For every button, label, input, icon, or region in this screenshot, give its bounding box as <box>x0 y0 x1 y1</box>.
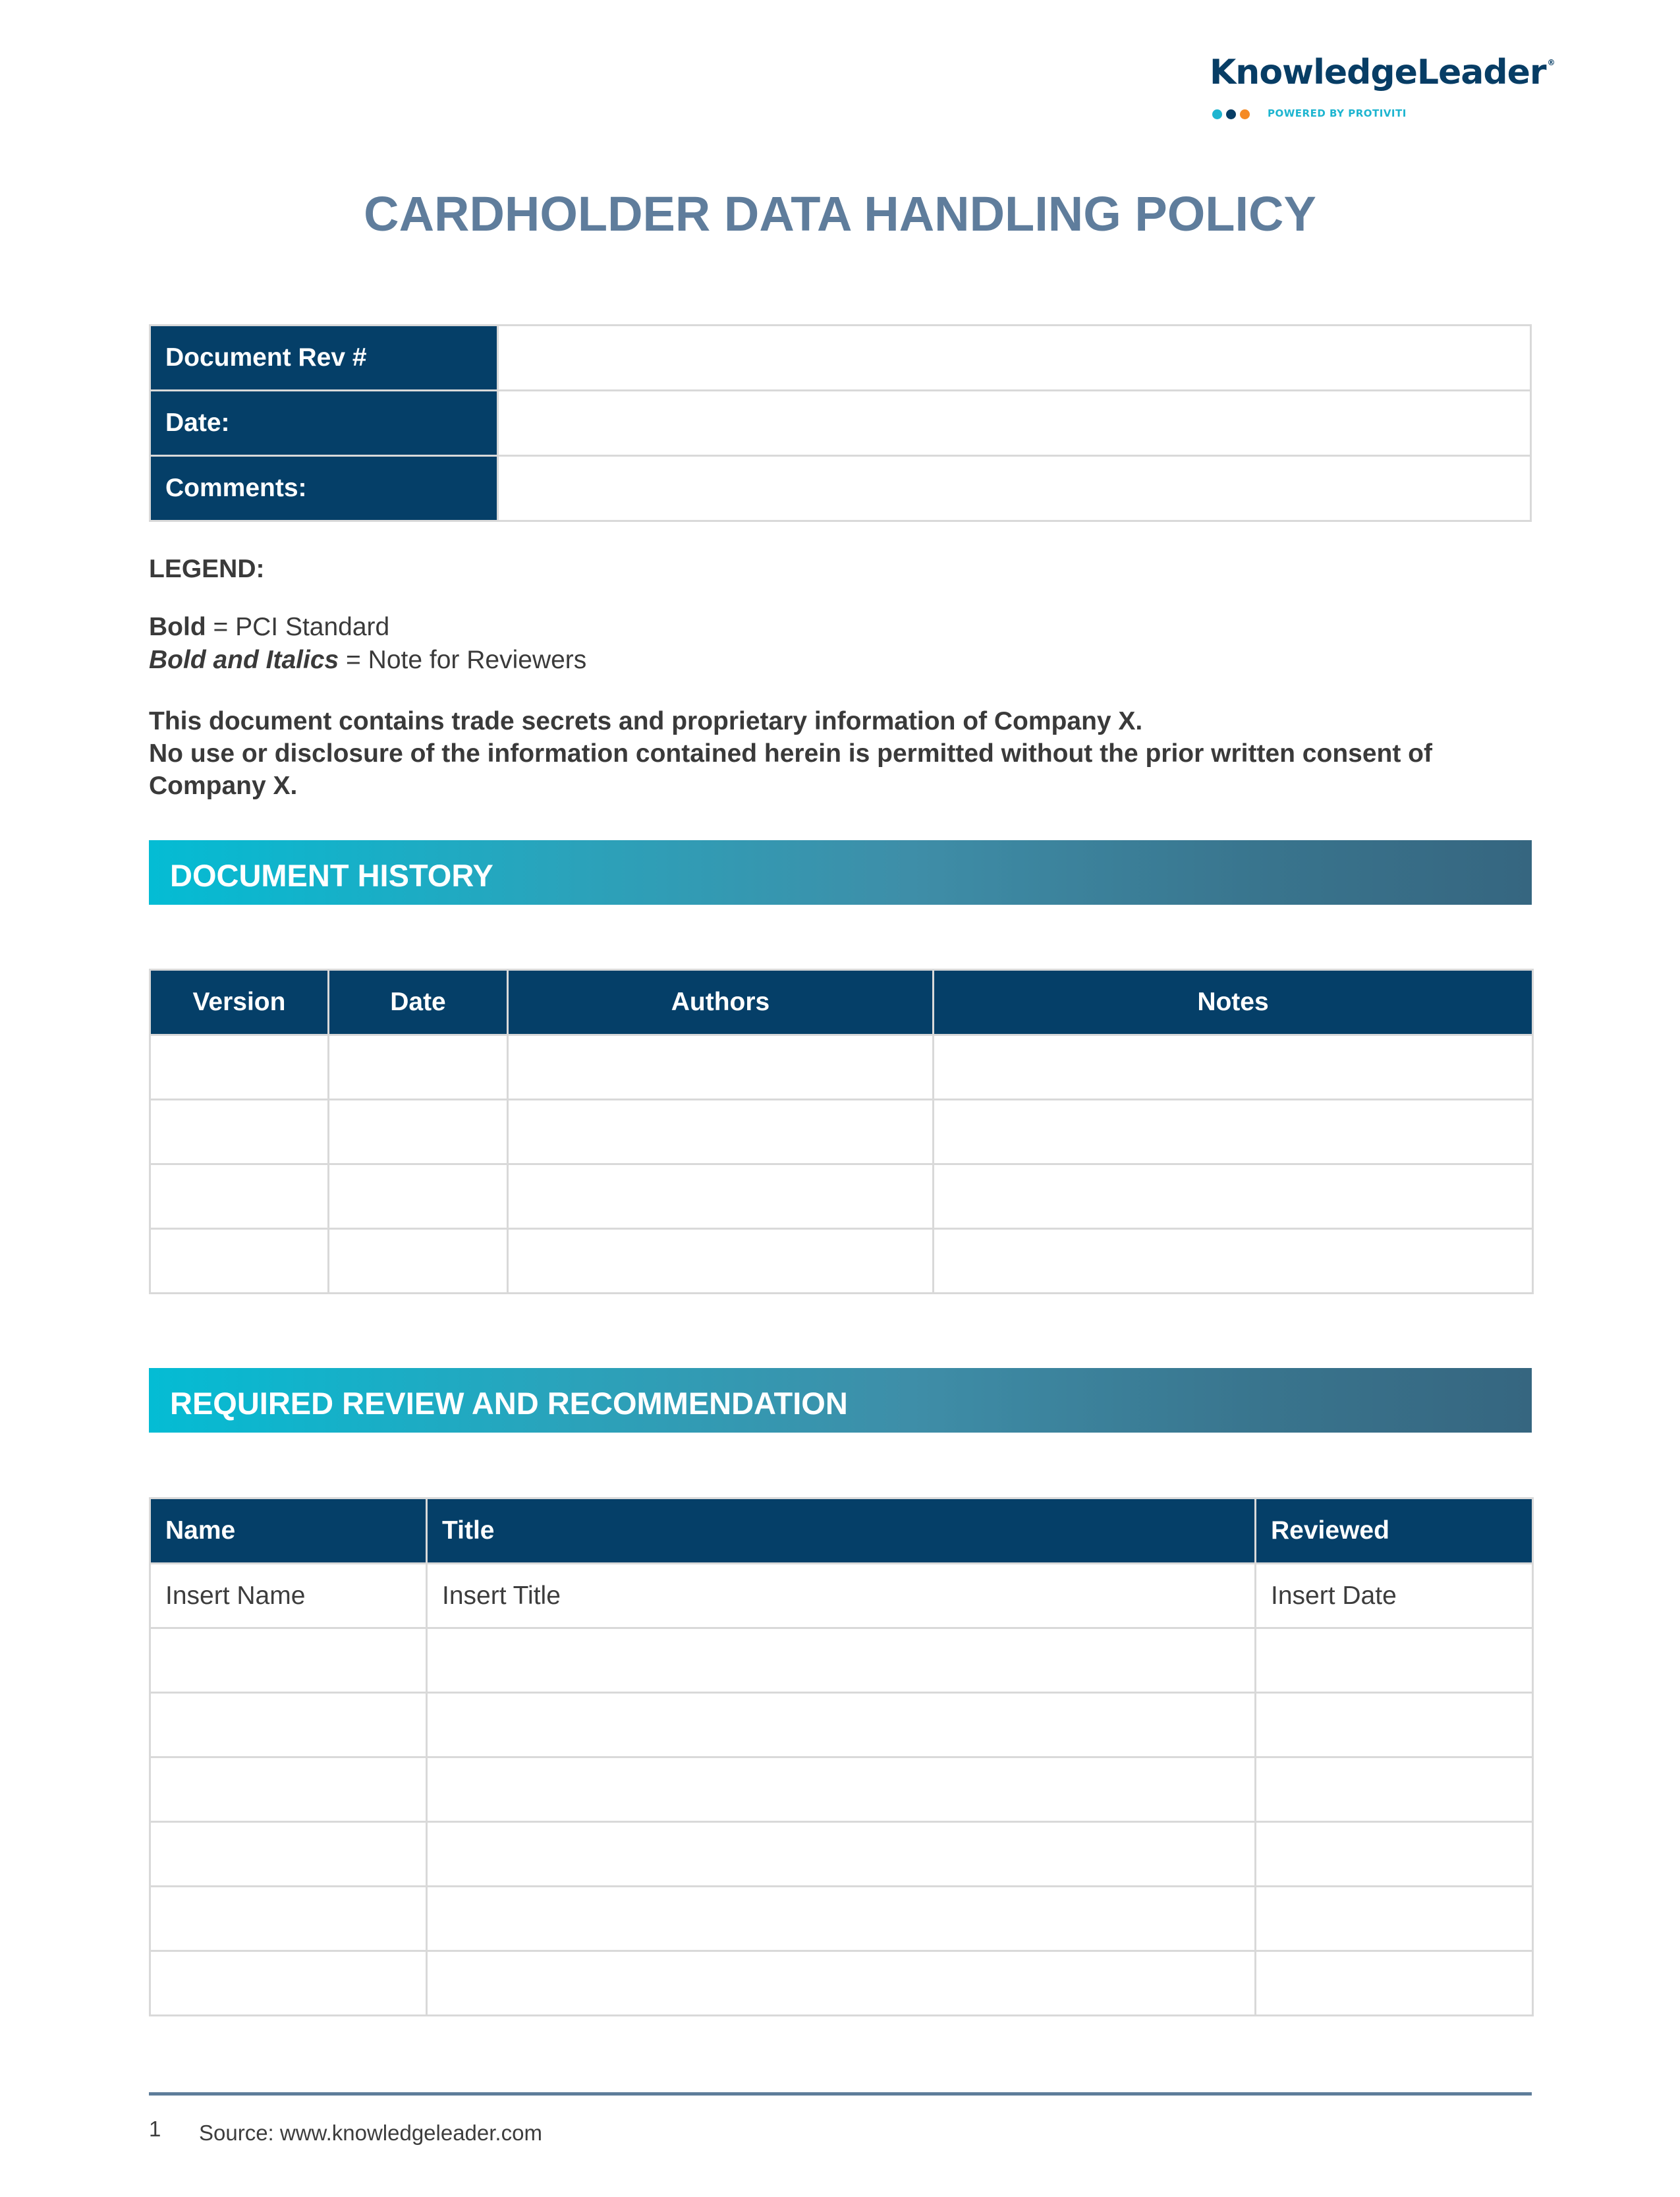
info-value-field[interactable] <box>498 456 1531 521</box>
table-cell[interactable] <box>427 1628 1256 1693</box>
required-review-banner <box>149 1368 1532 1433</box>
dot-cyan <box>1212 109 1222 119</box>
required-review-table <box>149 1497 1534 2016</box>
table-row <box>150 1035 1533 1100</box>
document-history-table <box>149 969 1534 1294</box>
table-cell[interactable] <box>1256 1693 1533 1757</box>
table-cell[interactable] <box>329 1100 508 1164</box>
table-header-row <box>150 970 1533 1035</box>
footer-divider <box>149 2092 1532 2096</box>
table-cell[interactable] <box>150 1822 427 1887</box>
table-row <box>150 1100 1533 1164</box>
table-cell[interactable] <box>150 1757 427 1822</box>
info-label: Date: <box>150 391 498 456</box>
table-cell[interactable] <box>329 1164 508 1229</box>
dot-orange <box>1240 109 1250 119</box>
table-cell[interactable] <box>508 1229 934 1294</box>
table-cell[interactable] <box>1256 1951 1533 2016</box>
document-info-table <box>149 324 1532 522</box>
table-cell[interactable] <box>150 1035 329 1100</box>
info-row <box>150 326 1531 391</box>
registered-mark: ® <box>1547 58 1555 67</box>
table-cell[interactable] <box>150 1229 329 1294</box>
info-label: Comments: <box>150 456 498 521</box>
table-cell[interactable]: Insert Name <box>150 1564 427 1628</box>
info-label: Document Rev # <box>150 326 498 391</box>
info-row <box>150 456 1531 521</box>
table-cell[interactable] <box>427 1951 1256 2016</box>
table-cell[interactable] <box>508 1100 934 1164</box>
table-row <box>150 1757 1533 1822</box>
section-heading: REQUIRED REVIEW AND RECOMMENDATION <box>170 1386 848 1421</box>
column-header-name: Name <box>150 1498 427 1564</box>
legend-bold-term: Bold <box>149 613 206 641</box>
table-cell[interactable] <box>150 1100 329 1164</box>
table-cell[interactable]: Insert Date <box>1256 1564 1533 1628</box>
table-row <box>150 1564 1533 1628</box>
table-cell[interactable] <box>508 1035 934 1100</box>
table-header-row <box>150 1498 1533 1564</box>
table-row <box>150 1693 1533 1757</box>
confidentiality-notice <box>149 705 1539 802</box>
table-row <box>150 1164 1533 1229</box>
info-value-field[interactable] <box>498 326 1531 391</box>
table-cell[interactable]: Insert Title <box>427 1564 1256 1628</box>
dot-navy <box>1226 109 1236 119</box>
table-cell[interactable] <box>1256 1822 1533 1887</box>
table-cell[interactable] <box>1256 1887 1533 1951</box>
table-cell[interactable] <box>150 1164 329 1229</box>
column-header-date: Date <box>329 970 508 1035</box>
legend-bold-desc: = PCI Standard <box>206 613 390 641</box>
table-cell[interactable] <box>934 1164 1533 1229</box>
column-header-authors: Authors <box>508 970 934 1035</box>
table-cell[interactable] <box>1256 1628 1533 1693</box>
legend-line-bold-italic <box>149 646 586 675</box>
table-cell[interactable] <box>150 1693 427 1757</box>
logo-dots-icon <box>1212 109 1250 119</box>
table-cell[interactable] <box>427 1822 1256 1887</box>
document-history-banner <box>149 840 1532 905</box>
column-header-reviewed: Reviewed <box>1256 1498 1533 1564</box>
section-heading: DOCUMENT HISTORY <box>170 858 493 893</box>
info-value-field[interactable] <box>498 391 1531 456</box>
knowledgeleader-logo <box>1210 53 1555 125</box>
legend-heading: LEGEND: <box>149 555 265 583</box>
table-cell[interactable] <box>329 1035 508 1100</box>
table-cell[interactable] <box>427 1757 1256 1822</box>
logo-wordmark: KnowledgeLeader <box>1210 53 1546 92</box>
table-row <box>150 1951 1533 2016</box>
table-row <box>150 1628 1533 1693</box>
table-cell[interactable] <box>508 1164 934 1229</box>
page-title: CARDHOLDER DATA HANDLING POLICY <box>364 186 1316 241</box>
legend-bold-italic-desc: = Note for Reviewers <box>339 646 587 674</box>
table-cell[interactable] <box>427 1887 1256 1951</box>
table-cell[interactable] <box>934 1035 1533 1100</box>
table-row <box>150 1822 1533 1887</box>
table-cell[interactable] <box>329 1229 508 1294</box>
legend-bold-italic-term: Bold and Italics <box>149 646 339 674</box>
table-row <box>150 1229 1533 1294</box>
table-row <box>150 1887 1533 1951</box>
notice-line-2: No use or disclosure of the information contained herein is permitted without the prior written consent of Company X. <box>149 739 1432 800</box>
column-header-version: Version <box>150 970 329 1035</box>
table-cell[interactable] <box>150 1628 427 1693</box>
source-text: Source: www.knowledgeleader.com <box>199 2121 542 2145</box>
legend-line-bold <box>149 613 389 642</box>
table-cell[interactable] <box>427 1693 1256 1757</box>
column-header-notes: Notes <box>934 970 1533 1035</box>
notice-line-1: This document contains trade secrets and proprietary information of Company X. <box>149 707 1143 735</box>
column-header-title: Title <box>427 1498 1256 1564</box>
table-cell[interactable] <box>1256 1757 1533 1822</box>
page-number: 1 <box>149 2117 161 2141</box>
table-cell[interactable] <box>934 1229 1533 1294</box>
info-row <box>150 391 1531 456</box>
table-cell[interactable] <box>934 1100 1533 1164</box>
table-cell[interactable] <box>150 1951 427 2016</box>
logo-tagline: POWERED BY PROTIVITI <box>1268 107 1407 119</box>
table-cell[interactable] <box>150 1887 427 1951</box>
